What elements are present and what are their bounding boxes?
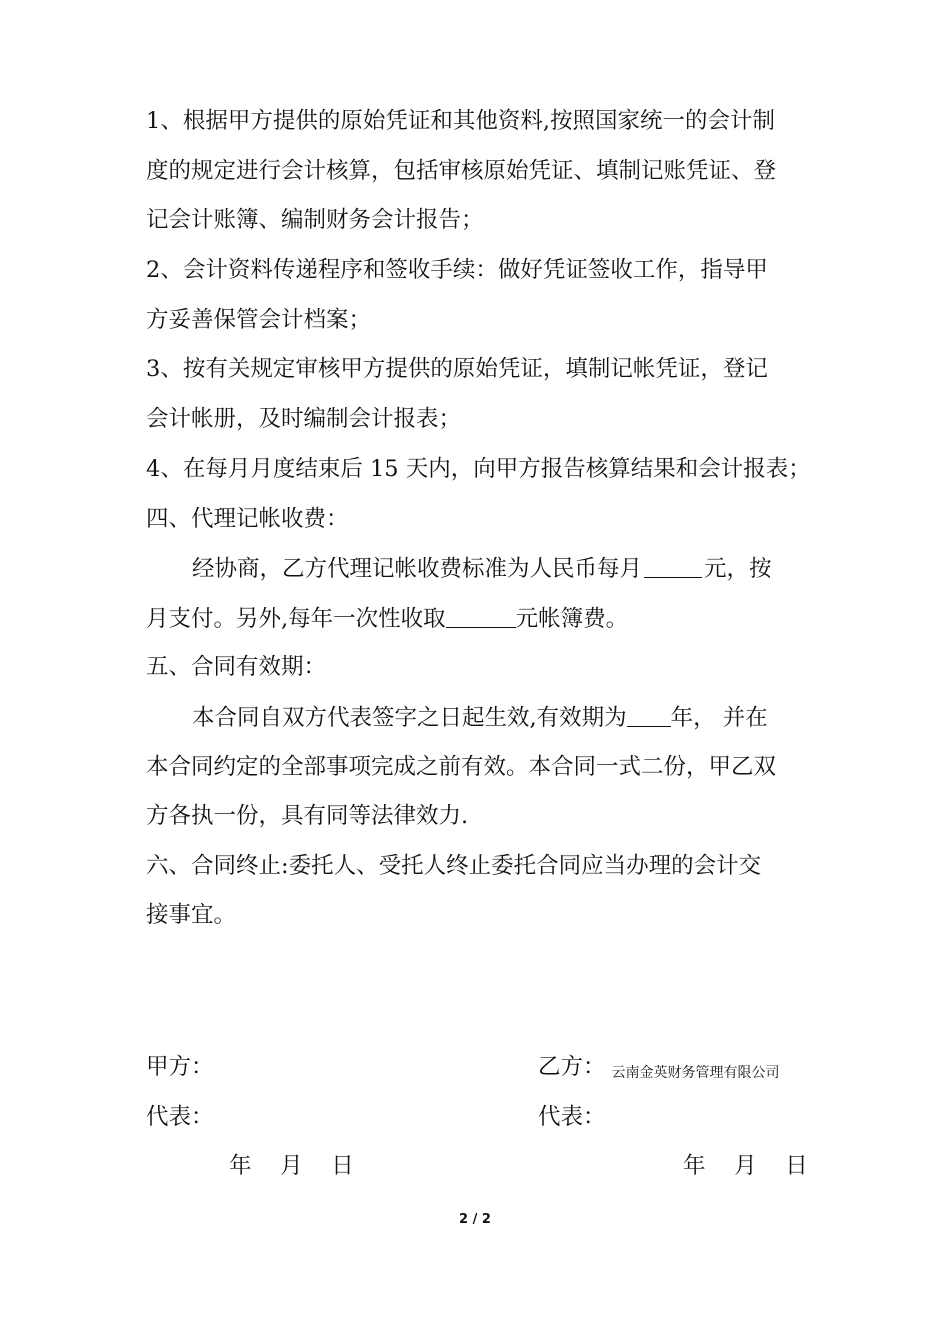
section-5-heading: 五、合同有效期： [146, 654, 327, 680]
fee-line-1-text: 经协商，乙方代理记帐收费标准为人民币每月 [192, 556, 643, 582]
validity-line-1 [192, 702, 768, 732]
termination-line-2: 接事宜。 [146, 902, 237, 928]
fee-line-1 [192, 553, 772, 583]
validity-line-2: 本合同约定的全部事项完成之前有效。本合同一式二份，甲乙双 [146, 754, 777, 780]
date-b: 年 月 日 [683, 1153, 808, 1179]
page-number: 2 / 2 [459, 1212, 491, 1227]
clause-4-line-1: 4、在每月月度结束后 15 天内，向甲方报告核算结果和会计报表； [146, 456, 811, 482]
validity-line-1-tail: 年， 并在 [670, 705, 768, 731]
clause-2-line-2: 方妥善保管会计档案； [146, 307, 372, 333]
section-4-heading: 四、代理记帐收费： [146, 506, 349, 532]
validity-line-3: 方各执一份，具有同等法律效力. [146, 803, 469, 829]
fee-line-1-tail: 元，按 [704, 556, 772, 582]
clause-1-line-2: 度的规定进行会计核算，包括审核原始凭证、填制记账凭证、登 [146, 158, 777, 184]
rep-a-label: 代表： [146, 1104, 214, 1130]
fee-line-2-text: 月支付。另外,每年一次性收取 [146, 606, 446, 632]
termination-line-1: 六、合同终止:委托人、受托人终止委托合同应当办理的会计交 [146, 853, 762, 879]
validity-years-blank [627, 702, 671, 727]
monthly-fee-blank [644, 553, 702, 578]
party-b-label: 乙方： [538, 1054, 606, 1080]
book-fee-blank [446, 603, 516, 628]
clause-1-line-3: 记会计账簿、编制财务会计报告； [146, 207, 484, 233]
fee-line-2 [146, 603, 628, 633]
clause-1-line-1: 1、根据甲方提供的原始凭证和其他资料,按照国家统一的会计制 [146, 108, 775, 134]
clause-3-line-1: 3、按有关规定审核甲方提供的原始凭证，填制记帐凭证，登记 [146, 356, 768, 382]
party-b [538, 1052, 780, 1082]
clause-2-line-1: 2、会计资料传递程序和签收手续：做好凭证签收工作，指导甲 [146, 257, 768, 283]
rep-b-label: 代表： [538, 1104, 606, 1130]
fee-line-2-tail: 元帐簿费。 [515, 606, 629, 632]
clause-3-line-2: 会计帐册，及时编制会计报表； [146, 406, 462, 432]
party-b-company-name: 云南金英财务管理有限公司 [611, 1065, 780, 1081]
validity-line-1-text: 本合同自双方代表签字之日起生效,有效期为 [192, 705, 627, 731]
date-a: 年 月 日 [229, 1153, 354, 1179]
party-a-label: 甲方： [146, 1054, 214, 1080]
